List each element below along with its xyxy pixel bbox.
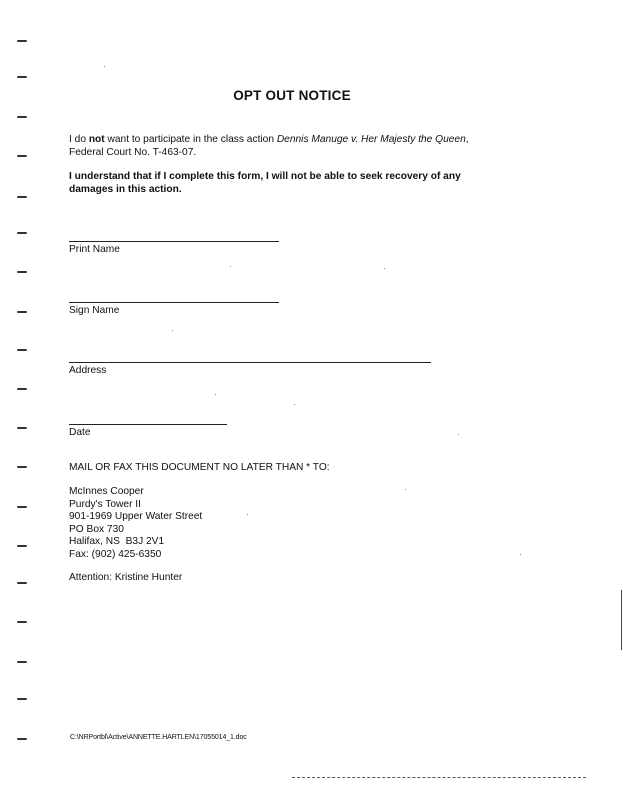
recipient-building: Purdy's Tower II: [69, 498, 141, 510]
scan-mark: [17, 545, 27, 547]
scan-speck: [215, 394, 216, 395]
recipient-city: Halifax, NS B3J 2V1: [69, 536, 165, 548]
footer-file-path: C:\NRPortbl\Active\ANNETTE.HARTLEN\17055014_1.doc: [70, 734, 247, 741]
scan-mark: [17, 76, 27, 78]
page-title: OPT OUT NOTICE: [233, 88, 351, 103]
scan-mark: [17, 311, 27, 313]
scan-speck: [520, 554, 521, 555]
date-line[interactable]: [69, 424, 227, 425]
scan-edge: [621, 590, 622, 650]
scan-mark: [17, 388, 27, 390]
scan-mark: [17, 349, 27, 351]
scan-speck: [172, 330, 173, 331]
scan-speck: [104, 66, 105, 67]
scan-mark: [17, 698, 27, 700]
attention-line: Attention: Kristine Hunter: [69, 572, 183, 583]
mail-instruction: MAIL OR FAX THIS DOCUMENT NO LATER THAN * TO:: [69, 462, 330, 473]
case-name: Dennis Manuge v. Her Majesty the Queen: [276, 134, 466, 145]
scan-mark: [17, 196, 27, 198]
scan-mark: [17, 466, 27, 468]
scan-mark: [17, 506, 27, 508]
scan-mark: [17, 427, 27, 429]
scan-mark: [17, 661, 27, 663]
scan-speck: [405, 489, 406, 490]
print-name-label: Print Name: [69, 244, 120, 255]
sign-name-line[interactable]: [69, 302, 279, 303]
intro-not: not: [88, 134, 105, 145]
recipient-fax: Fax: (902) 425-6350: [69, 548, 162, 560]
print-name-line[interactable]: [69, 241, 279, 242]
recipient-po-box: PO Box 730: [69, 523, 124, 535]
scan-mark: [17, 116, 27, 118]
address-line[interactable]: [69, 362, 431, 363]
scan-mark: [17, 232, 27, 234]
recipient-firm: McInnes Cooper: [69, 486, 144, 497]
scan-speck: [384, 268, 385, 269]
recipient-address: [69, 486, 202, 562]
scan-speck: [247, 514, 248, 515]
date-label: Date: [69, 427, 91, 438]
intro-paragraph: [69, 133, 499, 159]
scan-mark: [17, 271, 27, 273]
scan-mark: [17, 155, 27, 157]
bottom-rule: [292, 777, 586, 778]
intro-suffix: ,: [465, 134, 469, 145]
address-label: Address: [69, 365, 107, 376]
scan-speck: [230, 266, 231, 267]
intro-prefix: I do: [69, 134, 89, 145]
scan-speck: [294, 404, 295, 405]
recipient-street: 901-1969 Upper Water Street: [69, 511, 203, 523]
court-number: Federal Court No. T-463-07.: [69, 147, 197, 158]
scan-speck: [458, 434, 459, 435]
scan-mark: [17, 738, 27, 740]
intro-middle: want to participate in the class action: [104, 134, 277, 145]
scan-mark: [17, 40, 27, 42]
sign-name-label: Sign Name: [69, 305, 120, 316]
acknowledgement: I understand that if I complete this form, I will not be able to seek recovery of any damages in this action.: [69, 171, 461, 195]
scan-mark: [17, 582, 27, 584]
scan-mark: [17, 621, 27, 623]
